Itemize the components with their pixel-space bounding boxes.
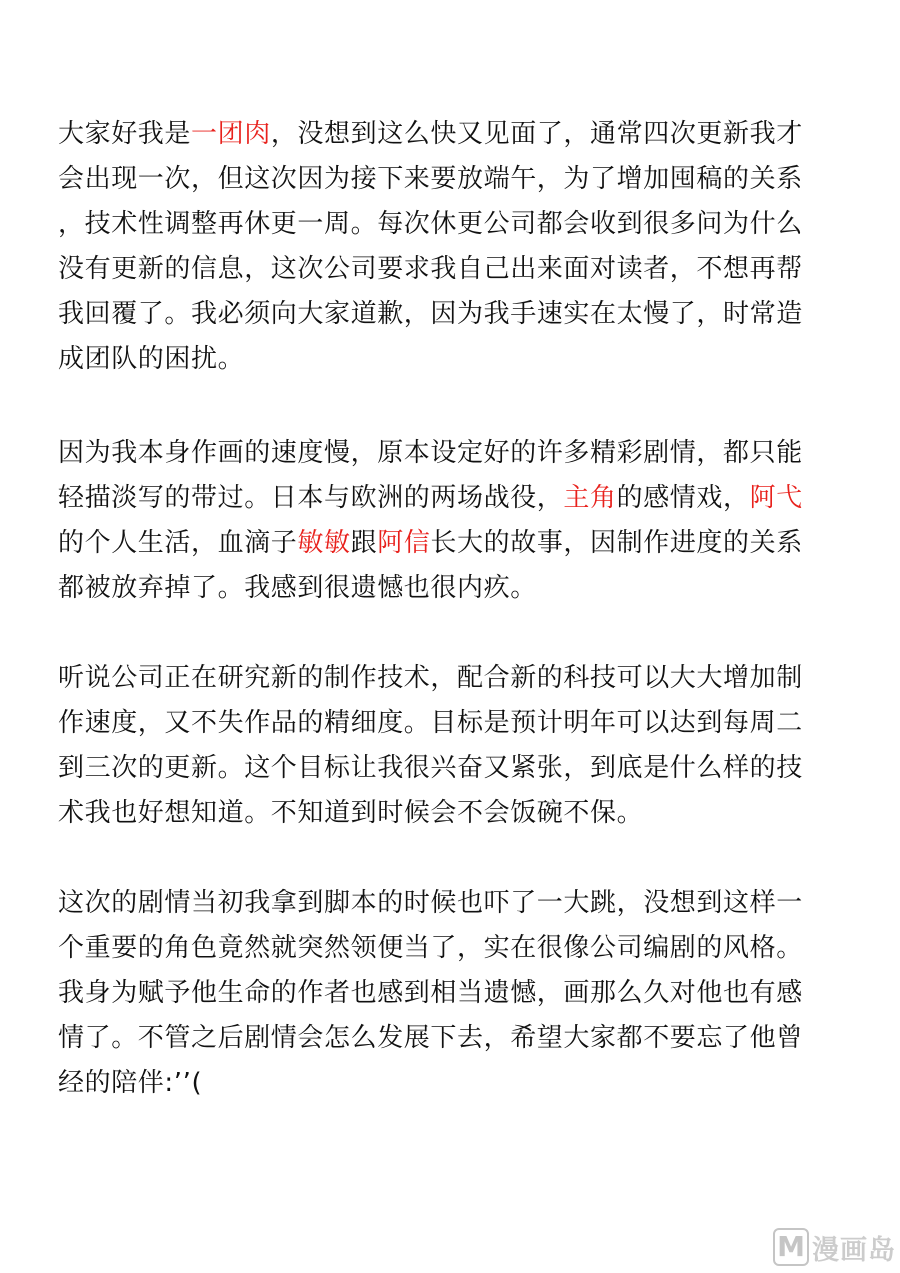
text-segment: 长大的故事，因制作进度的关系 <box>430 528 803 558</box>
text-line <box>58 431 848 476</box>
text-line <box>58 1061 848 1106</box>
text-segment: 这次的剧情当初我拿到脚本的时候也吓了一大跳，没想到这样一 <box>58 888 803 918</box>
text-line <box>58 701 848 746</box>
text-line <box>58 1016 848 1061</box>
text-segment: 我回覆了。我必须向大家道歉，因为我手速实在太慢了，时常造 <box>58 299 803 329</box>
highlighted-name: 阿弋 <box>749 483 803 513</box>
text-segment: 跟 <box>350 528 378 558</box>
text-segment: ，技术性调整再休更一周。每次休更公司都会收到很多问为什么 <box>58 209 803 239</box>
highlighted-name: 一团肉 <box>191 119 271 149</box>
text-segment: 的感情戏， <box>616 483 750 513</box>
text-segment: 到三次的更新。这个目标让我很兴奋又紧张，到底是什么样的技 <box>58 753 803 783</box>
watermark-text: 漫画岛 <box>812 1234 896 1266</box>
text-line <box>58 202 848 247</box>
text-line <box>58 746 848 791</box>
text-segment: 的个人生活，血滴子 <box>58 528 298 558</box>
text-segment: 大家好我是 <box>58 119 192 149</box>
text-segment: 都被放弃掉了。我感到很遗憾也很内疚。 <box>58 573 537 603</box>
text-line <box>58 971 848 1016</box>
watermark <box>773 1225 896 1269</box>
text-line <box>58 337 848 382</box>
text-segment: 个重要的角色竟然就突然领便当了，实在很像公司编剧的风格。 <box>58 933 803 963</box>
paragraph-3 <box>58 656 848 836</box>
text-segment: 会出现一次，但这次因为接下来要放端午，为了增加囤稿的关系 <box>58 164 803 194</box>
highlighted-name: 敏敏 <box>297 528 351 558</box>
text-line <box>58 247 848 292</box>
text-segment: 我身为赋予他生命的作者也感到相当遗憾，画那么久对他也有感 <box>58 978 803 1008</box>
text-line <box>58 791 848 836</box>
text-segment: 听说公司正在研究新的制作技术，配合新的科技可以大大增加制 <box>58 663 803 693</box>
text-line <box>58 881 848 926</box>
text-segment: 术我也好想知道。不知道到时候会不会饭碗不保。 <box>58 798 644 828</box>
text-line <box>58 566 848 611</box>
highlighted-name: 主角 <box>563 483 617 513</box>
text-line <box>58 656 848 701</box>
text-segment: 情了。不管之后剧情会怎么发展下去，希望大家都不要忘了他曾 <box>58 1023 803 1053</box>
text-segment: 作速度，又不失作品的精细度。目标是预计明年可以达到每周二 <box>58 708 803 738</box>
text-line <box>58 112 848 157</box>
paragraph-4 <box>58 881 848 1106</box>
text-line <box>58 157 848 202</box>
text-line <box>58 476 848 521</box>
text-segment: 因为我本身作画的速度慢，原本设定好的许多精彩剧情，都只能 <box>58 438 803 468</box>
text-segment: 成团队的困扰。 <box>58 344 245 374</box>
text-segment: 经的陪伴:’’( <box>58 1068 203 1098</box>
text-line <box>58 292 848 337</box>
text-line <box>58 521 848 566</box>
text-segment: ，没想到这么快又见面了，通常四次更新我才 <box>270 119 803 149</box>
text-segment: 没有更新的信息，这次公司要求我自己出来面对读者，不想再帮 <box>58 254 803 284</box>
watermark-logo-icon: M <box>773 1228 809 1266</box>
paragraph-1 <box>58 112 848 382</box>
paragraph-2 <box>58 431 848 611</box>
text-line <box>58 926 848 971</box>
text-segment: 轻描淡写的带过。日本与欧洲的两场战役， <box>58 483 564 513</box>
highlighted-name: 阿信 <box>377 528 431 558</box>
